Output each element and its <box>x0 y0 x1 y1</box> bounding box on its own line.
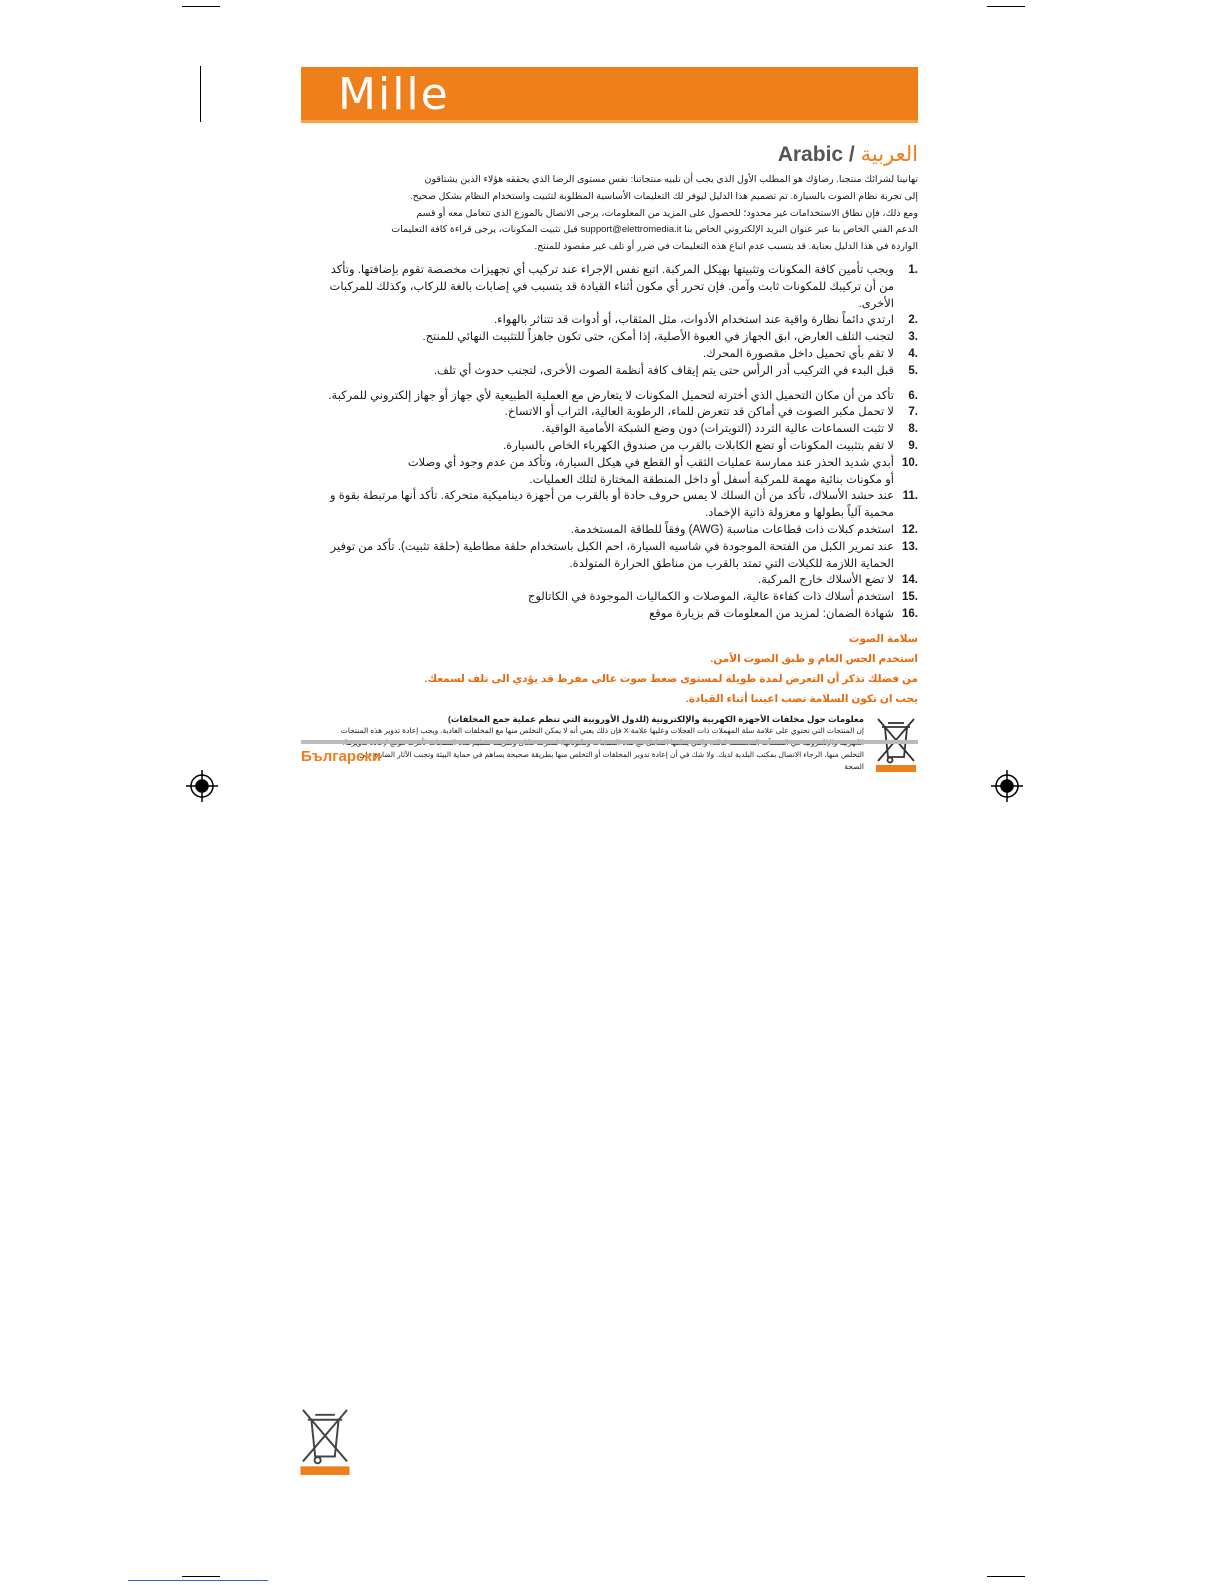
brand-logo: Mille <box>338 69 450 120</box>
item-number: 13. <box>902 540 918 553</box>
item-text: استخدم كبلات ذات قطاعات مناسبة (AWG) وفقاً للطاقة المستخدمة. <box>570 523 894 536</box>
item-number: 9. <box>908 439 918 452</box>
safety-line: استخدم الحس العام و طبق الصوت الأمن. <box>710 652 918 665</box>
weee-bin-icon <box>298 1405 352 1476</box>
list-item <box>301 539 918 573</box>
list-item <box>301 262 918 312</box>
item-number: 14. <box>902 574 918 587</box>
list-item <box>301 606 918 623</box>
item-number: 1. <box>908 263 918 276</box>
registration-mark-icon <box>991 770 1023 802</box>
language-title <box>560 142 918 167</box>
item-text: لا تضع الأسلاك خارج المركبة. <box>758 574 894 587</box>
item-number: 5. <box>908 364 918 377</box>
intro-line: تهانينا لشرائك منتجنا. رضاؤك هو المطلب الأول الذي يجب أن تلبيه منتجاتنا: نفس مستوى الرضا الذي يحققه هؤلاء الذين يشتاقون <box>424 174 918 185</box>
item-text: لا تقم بأي تحميل داخل مقصورة المحرك. <box>703 347 894 360</box>
item-text: أو مكونات بنائية مهمة للمركبة أسفل أو داخل المنطقة المختارة لتلك العمليات. <box>529 473 894 486</box>
item-number: 4. <box>908 347 918 360</box>
brand-banner <box>301 67 918 123</box>
crop-mark <box>128 1580 268 1581</box>
item-text: ويجب تأمين كافة المكونات وتثبيتها بهيكل المركبة. اتبع نفس الإجراء عند تركيب أي تجهيزات مخصصة تقوم بإضافتها. وتأكد <box>330 263 894 276</box>
crop-mark <box>182 1576 220 1577</box>
weee-line: الصحة <box>844 761 864 771</box>
item-number: 6. <box>908 389 918 402</box>
safety-line: يجب ان تكون السلامة نصب اعيننا أثناء القيادة. <box>685 692 918 705</box>
item-number: 7. <box>908 406 918 419</box>
item-number: 10. <box>902 456 918 469</box>
item-text: من أن تركيبك للمكونات ثابت وآمن. فإن تحرر أي مكون أثناء القيادة قد يتسبب في إصابات بالغة للركاب، وكذلك للمركبات الأخرى. <box>329 280 894 310</box>
item-text: ارتدي دائماً نظارة واقية عند استخدام الأدوات، مثل المثقاب، أو أدوات قد تتناثر بالهواء. <box>493 314 894 327</box>
item-number: 8. <box>908 423 918 436</box>
sound-safety <box>301 629 918 709</box>
list-item <box>301 404 918 421</box>
list-item <box>301 438 918 455</box>
item-text: الحماية اللازمة للكبلات التي تمتد بالقرب من مناطق الحرارة المتولدة. <box>569 557 894 570</box>
arabic-section <box>301 172 918 773</box>
instruction-list <box>301 262 918 623</box>
language-title-arabic: العربية <box>860 143 918 166</box>
intro-line: إلى تجربة نظام الصوت بالسيارة. تم تصميم هذا الدليل ليوفر لك التعليمات الأساسية المطلوبة لتثبيت واستخدام النظام بشكل صحيح. <box>410 190 918 202</box>
list-item <box>301 346 918 363</box>
item-text: لا تقم بتثبيت المكونات أو تضع الكابلات بالقرب من صندوق الكهرباء الخاص بالسيارة. <box>502 439 894 452</box>
list-item <box>301 388 918 405</box>
language-title-latin: Arabic / <box>777 143 855 166</box>
item-text: استخدم أسلاك ذات كفاءة عالية، الموصلات و الكماليات الموجودة في الكاتالوج <box>527 591 894 604</box>
list-item <box>301 589 918 606</box>
list-item <box>301 522 918 539</box>
safety-line: من فضلك تذكر أن التعرض لمدة طويلة لمستوى ضغط صوت عالي مفرط قد يؤدي الى تلف لسمعك. <box>424 672 918 685</box>
weee-title: معلومات حول مخلفات الأجهزة الكهربية والإلكترونية (للدول الأوروبية التي تنظم عملية جمع المخلفات) <box>448 713 864 724</box>
registration-mark-icon <box>186 770 218 802</box>
list-item <box>301 572 918 589</box>
intro-paragraph <box>301 172 918 256</box>
crop-mark <box>182 6 220 7</box>
item-number: 2. <box>908 314 918 327</box>
item-text: لا تحمل مكبر الصوت في أماكن قد تتعرض للماء، الرطوبة العالية، التراب أو الاتساخ. <box>504 406 894 419</box>
weee-line: التخلص منها، الرجاء الاتصال بمكتب البلدية لديك. ولا شك في أن إعادة تدوير المخلفات أو التخلص منها بطريقة صحيحة يساهم في حماية البيئة وتجنب الآثار الضارة على <box>359 749 864 759</box>
list-item <box>301 421 918 438</box>
item-number: 12. <box>902 523 918 536</box>
list-item <box>301 455 918 489</box>
intro-line: ومع ذلك، فإن نطاق الاستخدامات غير محدود؛ للحصول على المزيد من المعلومات، يرجى الاتصال بالموزع الذي تتعامل معه أو قسم <box>416 207 918 219</box>
intro-line: الدعم الفني الخاص بنا عبر عنوان البريد الإلكتروني الخاص بنا support@elettromedia.it قبل تثبيت المكونات، يرجى قراءة كافة التعليمات <box>391 224 918 236</box>
banner-stripe <box>301 120 918 123</box>
weee-line: إن المنتجات التي تحتوي على علامة سلة المهملات ذات العجلات وعليها علامة X فإن ذلك يعني أنه لا يمكن التخلص منها مع المخلفات العادية. ويجب إعادة تدوير هذه المنتجات <box>340 725 864 735</box>
next-language-title: Български <box>301 748 382 765</box>
item-text: تأكد من أن مكان التحميل الذي أخترته لتحميل المكونات لا يتعارض مع العملية الطبيعية لأي جهاز أو جهاز إلكتروني للمركبة. <box>328 389 894 402</box>
item-text: محمية آلياً بطولها و معزولة ذاتية الإخماد. <box>705 507 894 520</box>
item-number: 15. <box>902 591 918 604</box>
item-number: 11. <box>902 490 918 503</box>
item-text: شهادة الضمان: لمزيد من المعلومات قم بزيارة موقع <box>649 607 894 620</box>
item-text: أبدي شديد الحذر عند ممارسة عمليات الثقب أو القطع في هيكل السيارة، وتأكد من عدم وجود أي وصلات <box>407 456 894 469</box>
item-text: عند تمرير الكبل من الفتحة الموجودة في شاسيه السيارة، احم الكبل باستخدام حلقة مطاطية (حلقة تثبيت). تأكد من توفير <box>330 540 894 553</box>
intro-line: الواردة في هذا الدليل بعناية. قد يتسبب عدم اتباع هذه التعليمات في ضرر أو تلف غير مقصود للمنتج. <box>534 241 918 253</box>
crop-mark <box>200 66 201 122</box>
item-number: 16. <box>902 607 918 620</box>
item-text: قبل البدء في التركيب أدر الرأس حتى يتم إيقاف كافة أنظمة الصوت الأخرى، لتجنب حدوث أي تلف. <box>433 364 894 377</box>
item-text: لتجنب التلف العارض، ابق الجهاز في العبوة الأصلية، إذا أمكن، حتى تكون جاهزاً للتثبيت النهائي للمنتج. <box>422 331 894 344</box>
list-item <box>301 363 918 380</box>
list-item <box>301 329 918 346</box>
crop-mark <box>987 6 1025 7</box>
safety-title: سلامة الصوت <box>848 632 918 645</box>
crop-mark <box>987 1576 1025 1577</box>
item-text: لا تثبت السماعات عالية التردد (التويترات) دون وضع الشبكة الأمامية الواقية. <box>541 423 894 436</box>
section-divider <box>301 740 918 744</box>
list-item <box>301 312 918 329</box>
item-number: 3. <box>908 331 918 344</box>
list-item <box>301 488 918 522</box>
item-text: عند حشد الأسلاك، تأكد من أن السلك لا يمس حروف حادة أو بالقرب من أجهزة ديناميكية متحركة. تأكد أنها مرتبطة بقوة و <box>329 490 894 503</box>
